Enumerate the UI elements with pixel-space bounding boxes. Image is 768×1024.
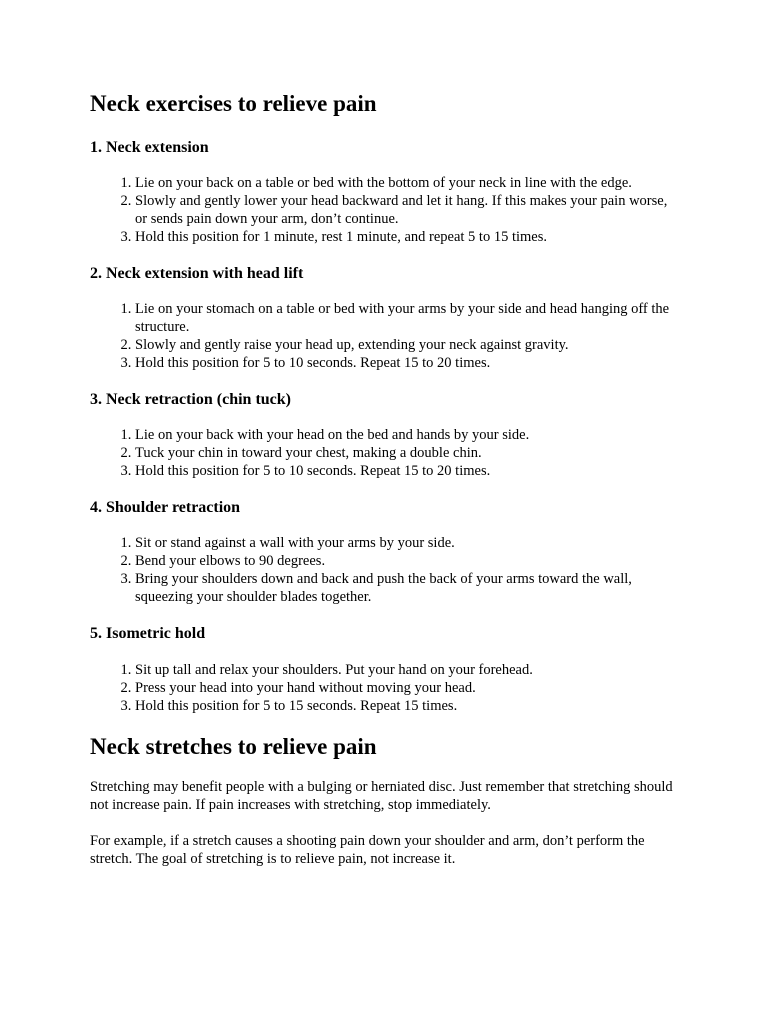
page-title: Neck exercises to relieve pain: [90, 91, 377, 116]
step-item: 1. Lie on your back with your head on the bed and hands by your side.: [135, 426, 680, 444]
step-item: 3. Bring your shoulders down and back and push the back of your arms toward the wall, squeezing your shoulder blades together.: [135, 570, 680, 606]
step-item: 1. Lie on your back on a table or bed with the bottom of your neck in line with the edge.: [135, 174, 680, 192]
step-item: 2. Slowly and gently raise your head up, extending your neck against gravity.: [135, 336, 680, 354]
section-heading-shoulder-retraction: 4. Shoulder retraction: [90, 499, 241, 517]
steps-list-isometric-hold: [90, 661, 680, 715]
steps-list-neck-extension-head-lift: [90, 300, 680, 372]
section-heading-chin-tuck: 3. Neck retraction (chin tuck): [90, 390, 291, 408]
step-item: 2. Slowly and gently lower your head backward and let it hang. If this makes your pain worse, or sends pain down your arm, don’t continue.: [135, 192, 680, 228]
step-item: 1. Lie on your stomach on a table or bed with your arms by your side and head hanging off the structure.: [135, 300, 680, 336]
stretches-title: Neck stretches to relieve pain: [90, 733, 377, 759]
section-heading-neck-extension-head-lift: 2. Neck extension with head lift: [90, 264, 304, 282]
step-item: 2. Tuck your chin in toward your chest, making a double chin.: [135, 444, 680, 462]
section-heading-neck-extension: 1. Neck extension: [90, 138, 209, 156]
stretches-paragraph: For example, if a stretch causes a shooting pain down your shoulder and arm, don’t perform the stretch. The goal of stretching is to relieve pain, not increase it.: [90, 833, 645, 868]
section-heading-isometric-hold: 5. Isometric hold: [90, 625, 206, 643]
document-body: [90, 90, 680, 886]
step-item: 3. Hold this position for 1 minute, rest 1 minute, and repeat 5 to 15 times.: [135, 228, 680, 246]
step-item: 2. Bend your elbows to 90 degrees.: [135, 552, 680, 570]
step-item: 3. Hold this position for 5 to 15 seconds. Repeat 15 times.: [135, 697, 680, 715]
step-item: 3. Hold this position for 5 to 10 seconds. Repeat 15 to 20 times.: [135, 354, 680, 372]
steps-list-chin-tuck: [90, 426, 680, 480]
step-item: 3. Hold this position for 5 to 10 seconds. Repeat 15 to 20 times.: [135, 462, 680, 480]
step-item: 1. Sit or stand against a wall with your arms by your side.: [135, 534, 680, 552]
step-item: 2. Press your head into your hand without moving your head.: [135, 679, 680, 697]
steps-list-neck-extension: [90, 174, 680, 246]
step-item: 1. Sit up tall and relax your shoulders. Put your hand on your forehead.: [135, 661, 680, 679]
stretches-paragraph: Stretching may benefit people with a bulging or herniated disc. Just remember that stretching should not increase pain. If pain increases with stretching, stop immediately.: [90, 779, 673, 814]
steps-list-shoulder-retraction: [90, 534, 680, 606]
